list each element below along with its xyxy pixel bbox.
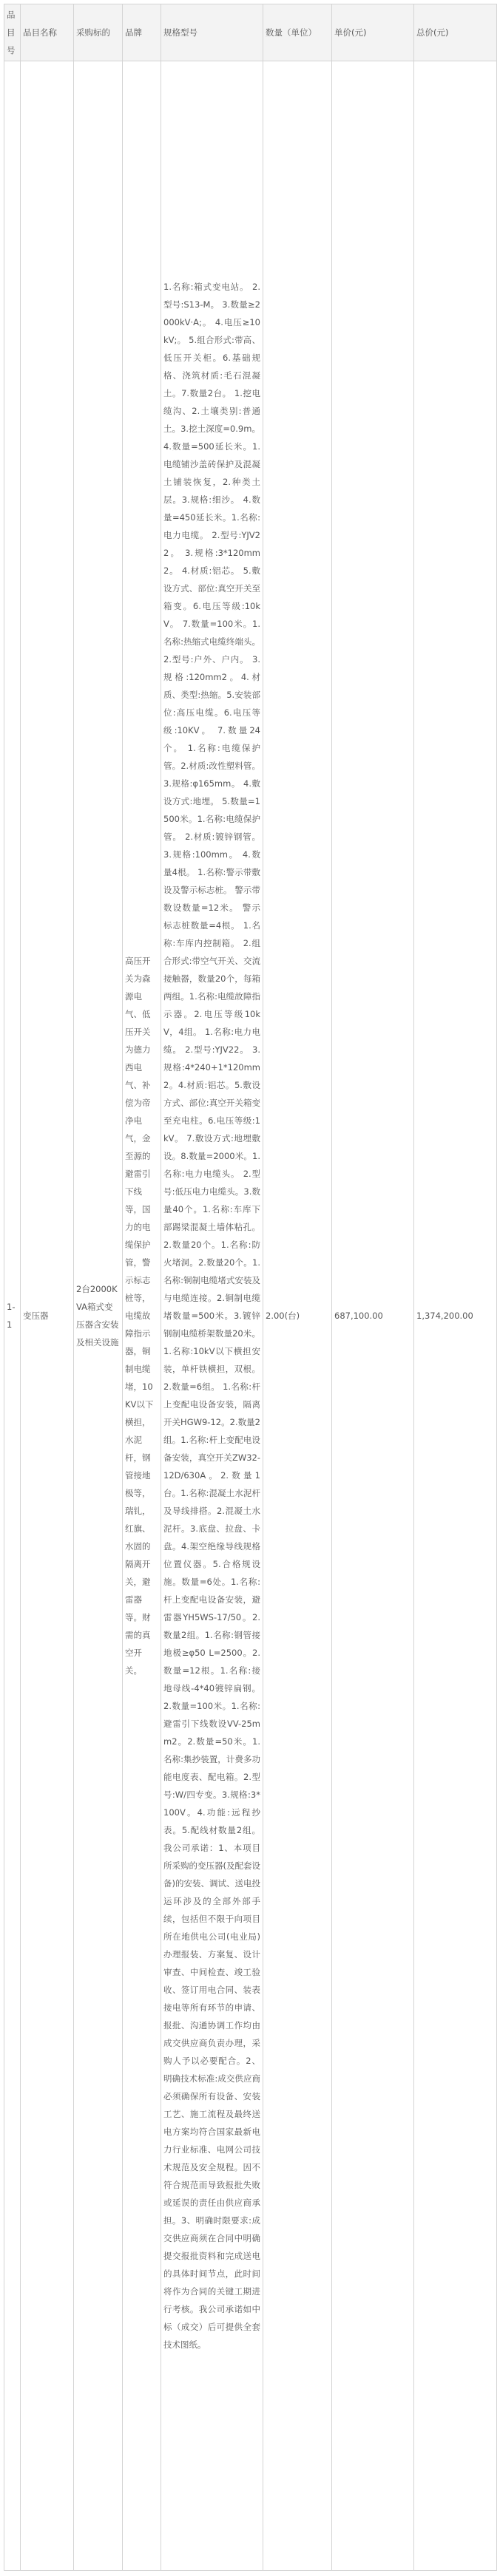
header-item-name: 品目名称 bbox=[21, 4, 74, 61]
cell-item-no: 1-1 bbox=[4, 61, 21, 2571]
header-item-no: 品目号 bbox=[4, 4, 21, 61]
cell-unit-price: 687,100.00 bbox=[332, 61, 414, 2571]
header-total-price: 总价(元) bbox=[414, 4, 497, 61]
table-header-row bbox=[4, 4, 497, 61]
cell-target: 2台2000KVA箱式变压器含安装及相关设施 bbox=[74, 61, 123, 2571]
cell-spec: 1.名称:箱式变电站。 2.型号:S13-M。 3.数量≥2000kV·A;。 4.电压≥10kV;。 5.组合形式:带高、低压开关柜。6.基础规格、浇筑材质:毛石混凝土。7.数量2台。 1.挖电缆沟、2.土壤类别:普通土。3.挖土深度=0.9m。 4.数量=500延长米。1.电缆铺沙盖砖保护及混凝土铺装恢复，2.种类土层。3.规格:细沙。 4.数量=450延长米。1.名称:电力电缆。 2.型号:YJV22。 3.规格:3*120mm2。 4.材质:铝芯。 5.敷设方式、部位:真空开关至箱变。6.电压等级:10kV。 7.数量=100米。1.名称:热缩式电缆终端头。 2.型号:户外、户内。 3.规格:120mm2。4.材质、类型:热缩。5.安装部位:高压电缆。6.电压等级:10KV。 7.数量24个。 1.名称:电缆保护管。2.材质:改性塑料管。3.规格:φ165mm。 4.敷设方式:地埋。 5.数量=1500米。1.名称:电缆保护管。 2.材质:镀锌钢管。 3.规格:100mm。 4.数量4根。 1.名称:警示带敷设及警示标志桩。 警示带数设数量=12米。 警示标志桩数量=4根。 1.名称:车库内控制箱。 2.组合形式:带空气开关、交流接触器，数量20个，每箱两组。1.名称:电缆故障指示器。2.电压等级10kV，4组。 1.名称:电力电缆。 2.型号:YJV22。 3.规格:4*240+1*120mm2。4.材质:铝芯。5.敷设方式、部位:真空开关箱变至充电柱。6.电压等级:1kV。 7.敷设方式:地埋敷设。8.数量=2000米。1.名称:电力电缆头。 2.型号:低压电力电缆头。3.数量40个。1.名称:车库下部踢梁混凝土墙体粘孔。2.数量20个。1.名称:防火堵洞。2.数量20个。1.名称:铜制电缆堵式安装及与电缆连接。2.铜制电缆堵数量=500米。3.镀锌钢制电缆桥架数量20米。 1.名称:10kV以下横担安装，单杆铁横担，双根。2.数量=6组。 1.名称:杆上变配电设备安装，隔离开关HGW9-12。2.数量2组。1.名称:杆上变配电设备安装，真空开关ZW32-12D/630A。2.数量1台。1.名称:混凝土水泥杆及导线排搭。2.混凝土水泥杆。3.底盘、拉盘、卡盘。4.架空绝缘导线规格位置仪器。5.合格规设施。数量=6处。1.名称:杆上变配电设备安装，避雷器YH5WS-17/50。2.数量2组。1.名称:钢管接地极≥φ50 L=2500。2.数量=12根。1.名称:接地母线-4*40镀锌扁钢。2.数量=100米。1.名称:避雷引下线数设VV-25mm2。2.数量=50米。1.名称:集抄装置，计费多功能电度表、配电箱。2.型号:W/四专变。3.规格:3*100V。4.功能:远程抄表。5.配线材数量2组。我公司承诺：1、本项目所采购的变压器(及配套设备)的安装、调试、送电投运环涉及的全部外部手续，包括但不限于向项目所在地供电公司(电业局)办理报装、方案复、设计审查、中间检查、竣工验收、签订用电合同、装表接电等所有环节的申请、报批、沟通协调工作均由成交供应商负责办理，采购人予以必要配合。2、明确技术标准:成交供应商必须确保所有设备、安装工艺、施工流程及最终送电方案均符合国家最新电力行业标准、电网公司技术规范及安全规程。因不符合规范而导致报批失败或延误的责任由供应商承担。3、明确时限要求:成交供应商须在合同中明确提交报批资料和完成送电的具体时间节点，此时间将作为合同的关键工期进行考核。我公司承诺如中标（成交）后可提供全套技术图纸。 bbox=[161, 61, 263, 2571]
header-target: 采购标的 bbox=[74, 4, 123, 61]
cell-item-name: 变压器 bbox=[21, 61, 74, 2571]
cell-total-price: 1,374,200.00 bbox=[414, 61, 497, 2571]
cell-qty: 2.00(台) bbox=[263, 61, 332, 2571]
header-qty: 数量（单位） bbox=[263, 4, 332, 61]
header-spec: 规格型号 bbox=[161, 4, 263, 61]
header-brand: 品牌 bbox=[123, 4, 161, 61]
cell-brand: 高压开关为森源电气、低压开关为德力西电气、补偿为帝净电气，金至源的避雷引下线等，国力的电缆保护管，警示标志桩等，电缆故障指示器，铜制电缆堵，10KV以下横担，水泥杆，钢管接地极等，瑞钆，红旗、水固的隔离开关，避雷器等。财需的真空开关。 bbox=[123, 61, 161, 2571]
header-unit-price: 单价(元) bbox=[332, 4, 414, 61]
table-row bbox=[4, 61, 497, 2571]
procurement-table bbox=[4, 4, 497, 2571]
